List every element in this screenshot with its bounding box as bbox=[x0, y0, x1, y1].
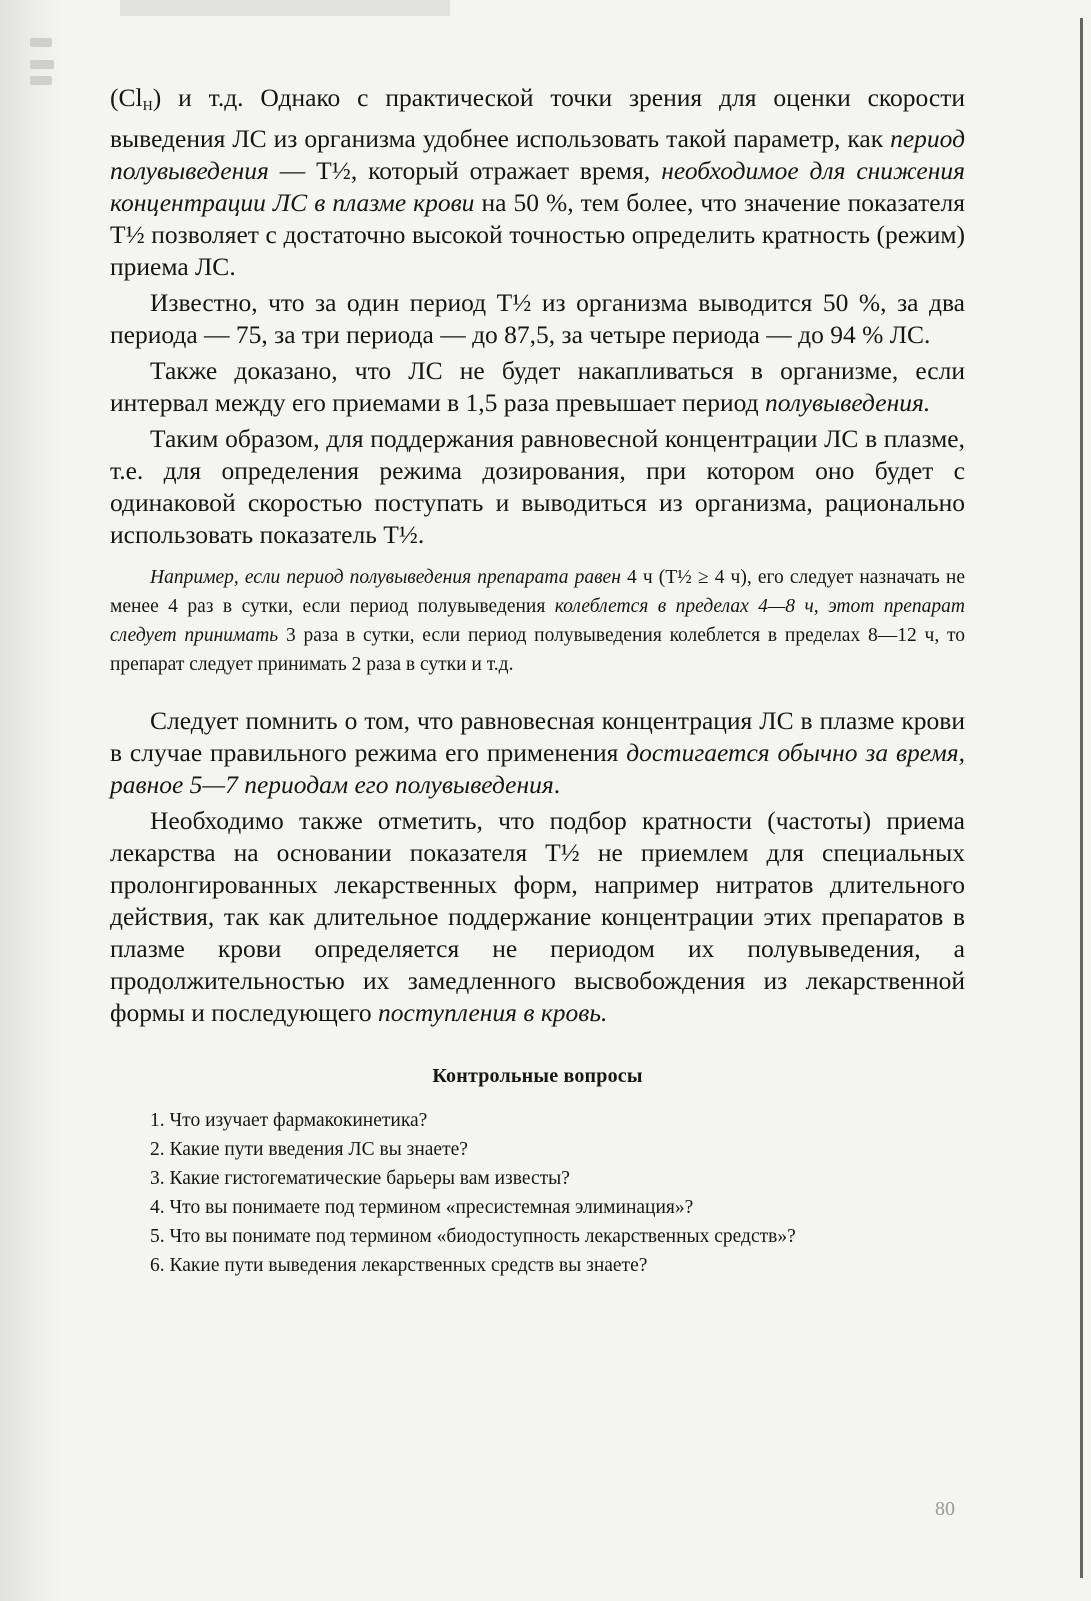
page-body bbox=[110, 82, 965, 1280]
question-item: 5. Что вы понимате под термином «биодоступность лекарственных средств»? bbox=[150, 1226, 796, 1247]
term-italic: достигается обычно за время, равное 5—7 периодам его полувыведения bbox=[110, 738, 965, 799]
scan-edge bbox=[0, 0, 68, 1601]
text-run: на 50 %, тем более, что значение показателя Т½ позволяет с достаточно высокой точностью определить кратность (режим) приема ЛС. bbox=[110, 188, 965, 281]
question-item: 1. Что изучает фармакокинетика? bbox=[150, 1110, 428, 1131]
text-run: ) и т.д. Однако с практической точки зрения для оценки скорости выведения ЛС из организма удобнее использовать такой параметр, как bbox=[110, 83, 965, 153]
scan-mark bbox=[30, 38, 52, 47]
term-italic: необходимое для снижения концентрации ЛС в плазме крови bbox=[110, 156, 966, 217]
question-item: 3. Какие гистогематические барьеры вам известы? bbox=[150, 1168, 570, 1189]
text-run: 3 раза в сутки, если период полувыведения колеблется в пределах 8—12 ч, то препарат следует принимать 2 раза в сутки и т.д. bbox=[110, 625, 965, 675]
paragraph-accumulation bbox=[110, 355, 965, 419]
paragraph-half-life-definition bbox=[110, 82, 965, 283]
term-italic: полувыведения. bbox=[765, 388, 931, 417]
example-italic: колеблется в пределах 4—8 ч, этот препарат следует принимать bbox=[110, 596, 966, 646]
scan-mark bbox=[30, 76, 52, 85]
scan-mark bbox=[30, 60, 54, 69]
page-number: 80 bbox=[935, 1498, 955, 1520]
scan-shadow bbox=[120, 0, 450, 16]
example-block bbox=[110, 563, 965, 679]
questions-list bbox=[110, 1106, 965, 1280]
paragraph-dosing-regimen: Таким образом, для поддержания равновесной концентрации ЛС в плазме, т.е. для определения режима дозирования, при котором оно будет с одинаковой скоростью поступать и выводиться из организма, рационально использовать показатель Т½. bbox=[110, 424, 965, 549]
term-italic: период полувыведения bbox=[110, 124, 965, 185]
example-italic: Например, если период полувыведения препарата равен bbox=[150, 567, 621, 588]
text-run: (Cl bbox=[110, 83, 143, 112]
text-run: 4 ч (Т½ ≥ 4 ч), его следует назначать не менее 4 раз в сутки, если период полувыведения bbox=[110, 567, 966, 617]
paragraph-prolonged-forms bbox=[110, 805, 965, 1029]
page-edge-line bbox=[1080, 18, 1083, 1578]
paragraph-steady-state bbox=[110, 705, 965, 801]
question-item: 4. Что вы понимаете под термином «пресистемная элиминация»? bbox=[150, 1197, 694, 1218]
spacer bbox=[110, 679, 965, 705]
question-item: 6. Какие пути выведения лекарственных средств вы знаете? bbox=[150, 1255, 648, 1276]
text-run: — Т½, который отражает время, bbox=[268, 156, 662, 185]
paragraph-elimination-periods: Известно, что за один период Т½ из организма выводится 50 %, за два периода — 75, за три периода — до 87,5, за четыре периода — до 94 % ЛС. bbox=[110, 288, 965, 349]
questions-heading: Контрольные вопросы bbox=[432, 1065, 643, 1087]
text-run: Следует помнить о том, что равновесная концентрация ЛС в плазме крови в случае правильного режима его применения bbox=[110, 706, 965, 767]
text-run: Необходимо также отметить, что подбор кратности (частоты) приема лекарства на основании показателя Т½ не приемлем для специальных пролонгированных лекарственных форм, например нитратов длительного действия, так как длительное поддержание концентрации этих препаратов в плазме крови определяется не периодом их полувыведения, а продолжительностью их замедленного высвобождения из лекарственной формы и последующего bbox=[110, 806, 965, 1027]
question-item: 2. Какие пути введения ЛС вы знаете? bbox=[150, 1139, 468, 1160]
term-italic: поступления в кровь. bbox=[378, 998, 608, 1027]
text-run: Также доказано, что ЛС не будет накапливаться в организме, если интервал между его приемами в 1,5 раза превышает период bbox=[110, 356, 965, 417]
text-run: . bbox=[553, 770, 561, 799]
subscript: H bbox=[142, 99, 153, 114]
